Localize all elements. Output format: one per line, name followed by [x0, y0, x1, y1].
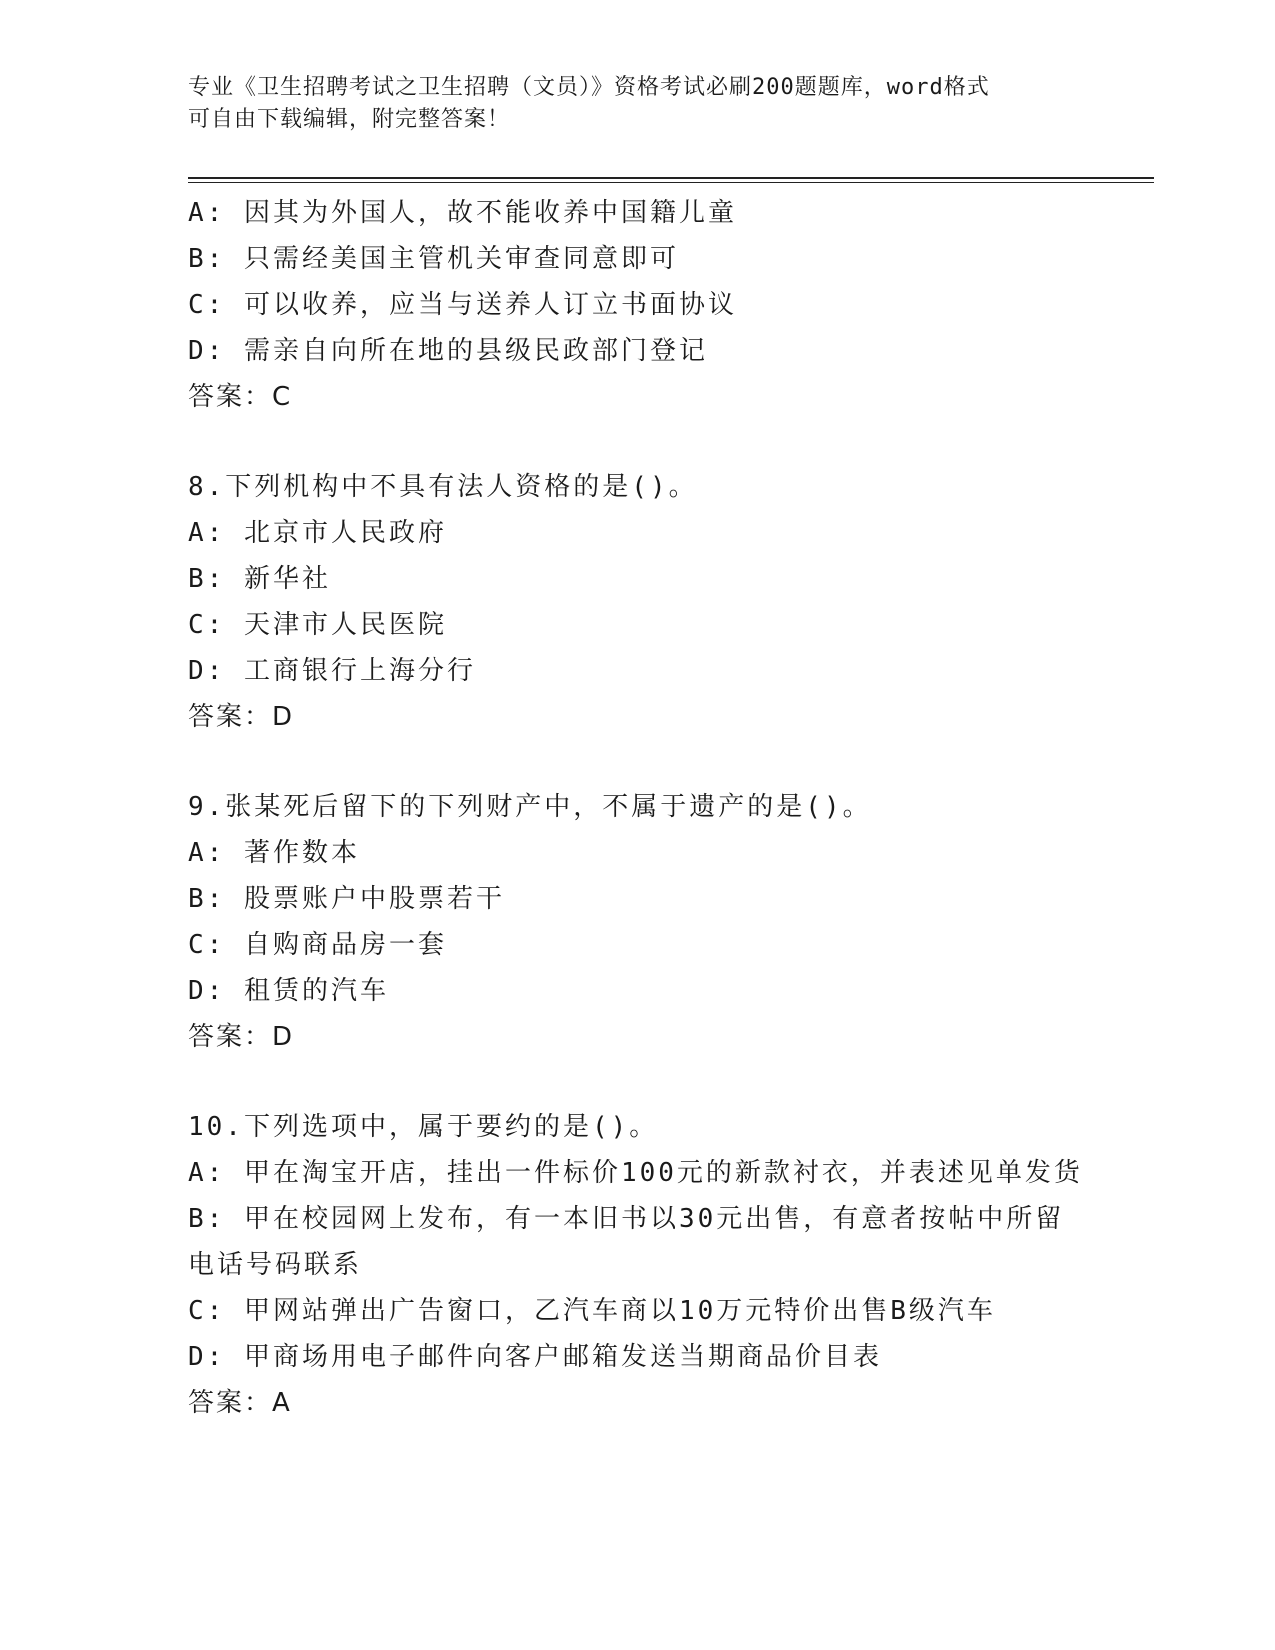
answer-label: 答案：D	[188, 1022, 295, 1052]
option-c: C: 自购商品房一套	[188, 930, 447, 960]
question-block-7	[188, 190, 1148, 420]
question-block-10	[188, 1104, 1148, 1426]
option-a: A: 北京市人民政府	[188, 518, 447, 548]
option-c: C: 可以收养，应当与送养人订立书面协议	[188, 290, 737, 320]
option-b-continued: 电话号码联系	[188, 1250, 363, 1280]
option-d: D: 需亲自向所在地的县级民政部门登记	[188, 336, 708, 366]
option-c: C: 甲网站弹出广告窗口，乙汽车商以10万元特价出售B级汽车	[188, 1296, 996, 1326]
option-d: D: 甲商场用电子邮件向客户邮箱发送当期商品价目表	[188, 1342, 882, 1372]
option-d: D: 工商银行上海分行	[188, 656, 476, 686]
question-text: 9.张某死后留下的下列财产中，不属于遗产的是()。	[188, 792, 872, 822]
option-b: B: 新华社	[188, 564, 331, 594]
header-divider-thick	[188, 177, 1154, 179]
question-list	[188, 190, 1148, 1426]
header-title-line1: 专业《卫生招聘考试之卫生招聘（文员）》资格考试必刷200题题库，word格式	[188, 75, 990, 100]
answer-label: 答案：A	[188, 1388, 292, 1418]
question-block-9	[188, 784, 1148, 1060]
option-b: B: 甲在校园网上发布，有一本旧书以30元出售，有意者按帖中所留	[188, 1204, 1065, 1234]
option-a: A: 甲在淘宝开店，挂出一件标价100元的新款衬衣，并表述见单发货	[188, 1158, 1083, 1188]
answer-label: 答案：C	[188, 382, 293, 412]
option-b: B: 只需经美国主管机关审查同意即可	[188, 244, 679, 274]
option-c: C: 天津市人民医院	[188, 610, 447, 640]
answer-label: 答案：D	[188, 702, 295, 732]
option-d: D: 租赁的汽车	[188, 976, 389, 1006]
question-text: 8.下列机构中不具有法人资格的是()。	[188, 472, 698, 502]
question-text: 10.下列选项中，属于要约的是()。	[188, 1112, 659, 1142]
question-block-8	[188, 464, 1148, 740]
option-a: A: 因其为外国人，故不能收养中国籍儿童	[188, 198, 737, 228]
header-title-line2: 可自由下载编辑，附完整答案！	[188, 107, 511, 132]
header-divider-thin	[188, 182, 1154, 183]
document-header	[188, 72, 1088, 136]
option-a: A: 著作数本	[188, 838, 360, 868]
option-b: B: 股票账户中股票若干	[188, 884, 505, 914]
